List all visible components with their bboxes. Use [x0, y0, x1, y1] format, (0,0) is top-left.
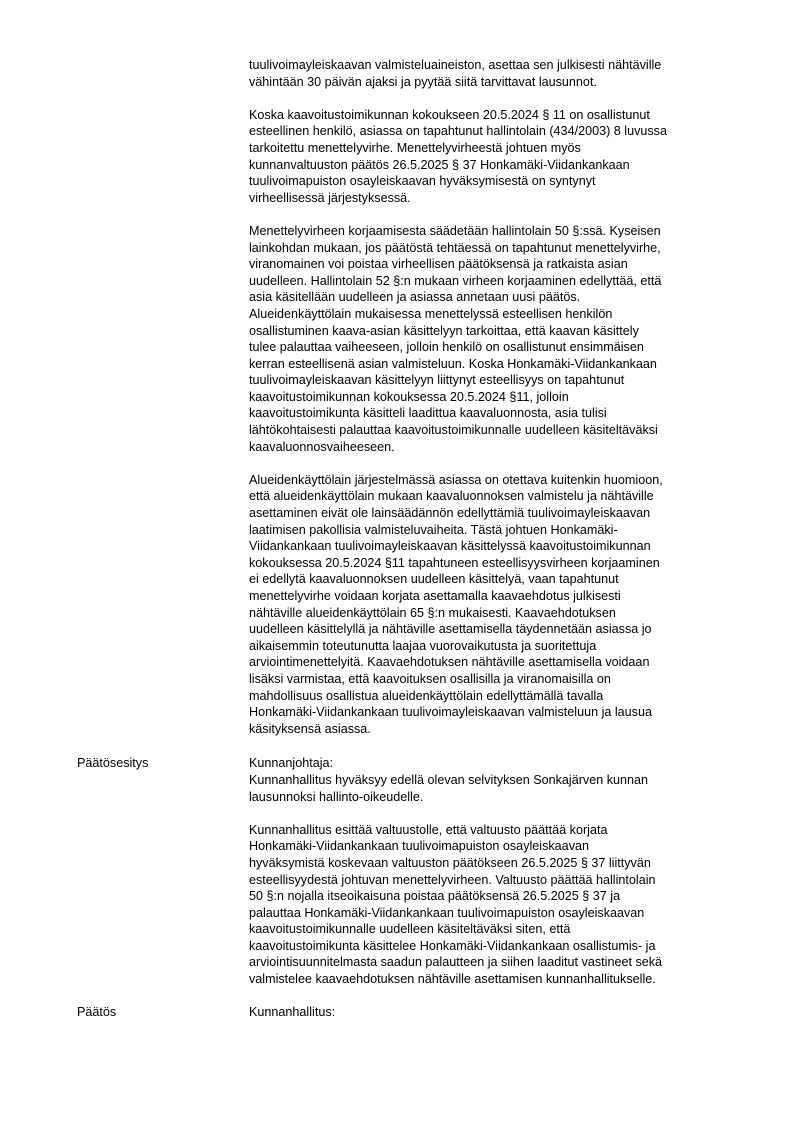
- text-line: Kunnanjohtaja:: [249, 756, 334, 771]
- text-line: Kunnanhallitus esittää valtuustolle, että valtuusto päättää korjata: [249, 822, 608, 837]
- text-line: ei edellytä kaavaluonnoksen uudelleen käsittelyä, vaan tapahtunut: [249, 572, 619, 587]
- text-line: asia käsitellään uudelleen ja asiassa annetaan uusi päätös.: [249, 290, 581, 305]
- text-line: kokouksessa 20.5.2024 §11 tapahtuneen esteellisyysvirheen korjaaminen: [249, 555, 660, 570]
- text-line: kaavaluonnosvaiheeseen.: [249, 439, 395, 454]
- paragraph: [249, 472, 749, 738]
- text-line: Honkamäki-Viidankankaan tuulivoimapuiston osayleiskaavan: [249, 839, 589, 854]
- text-line: menettelyvirhe voidaan korjata asettamalla kaavaehdotus julkisesti: [249, 589, 621, 603]
- text-line: että alueidenkäyttölain mukaan kaavaluonnoksen valmistelu ja nähtäville: [249, 489, 654, 504]
- paragraph: [249, 107, 749, 207]
- text-line: tuulivoimapuiston osayleiskaavan hyväksymisestä on syntynyt: [249, 174, 596, 189]
- text-line: Honkamäki-Viidankankaan tuulivoimayleiskaavan valmisteluun ja lausua: [249, 705, 652, 720]
- document-body: [77, 57, 749, 1037]
- text-line: osallistuminen kaava-asian käsittelyyn tarkoittaa, että kaavan käsittely: [249, 323, 639, 338]
- text-line: tulee palauttaa vaiheeseen, jolloin henkilö on osallistunut ensimmäisen: [249, 340, 644, 355]
- text-line: kaavoitustoimikunta käsittelee Honkamäki-Viidankankaan osallistumis- ja: [249, 938, 656, 953]
- text-line: aikaisemmin toteutunutta laajaa vuorovaikutusta ja suoritettuja: [249, 638, 597, 653]
- text-line: Menettelyvirheen korjaamisesta säädetään hallintolain 50 §:ssä. Kyseisen: [249, 223, 661, 238]
- paragraph: [249, 57, 749, 90]
- text-line: vähintään 30 päivän ajaksi ja pyytää siitä tarvittavat lausunnot.: [249, 74, 597, 89]
- text-line: Koska kaavoitustoimikunnan kokoukseen 20.5.2024 § 11 on osallistunut: [249, 107, 650, 122]
- text-line: kaavoitustoimikunnan kokouksessa 20.5.2024 §11, jolloin: [249, 389, 569, 404]
- decision-label: Päätös: [77, 1005, 117, 1020]
- text-line: mahdollisuus osallistua alueidenkäyttölain edellyttämällä tavalla: [249, 688, 604, 703]
- text-line: palauttaa Honkamäki-Viidankankaan tuulivoimapuiston osayleiskaavan: [249, 905, 645, 920]
- text-line: arviointimenettelyitä. Kaavaehdotuksen nähtäville asettamisella voidaan: [249, 655, 650, 670]
- text-line: viranomainen voi poistaa virheellisen päätöksensä ja ratkaista asian: [249, 257, 628, 272]
- text-line: nähtäville alueidenkäyttölain 65 §:n mukaisesti. Kaavaehdotuksen: [249, 605, 616, 620]
- text-line: uudelleen. Hallintolain 52 §:n mukaan virheen korjaaminen edellyttää, että: [249, 273, 662, 288]
- decision-proposal-label: Päätösesitys: [77, 756, 149, 771]
- text-line: käsityksensä asiassa.: [249, 721, 371, 736]
- text-line: tarkoitettu menettelyvirhe. Menettelyvirheestä johtuen myös: [249, 140, 581, 155]
- text-line: Kunnanhallitus:: [249, 1005, 336, 1020]
- text-line: asettaminen eivät ole lainsäädännön edellyttämiä tuulivoimayleiskaavan: [249, 506, 651, 521]
- paragraph: [249, 822, 749, 988]
- text-line: arviointisuunnitelmasta saadun palautteen ja siihen laaditut vastineet sekä: [249, 955, 663, 970]
- text-line: lausunnoksi hallinto-oikeudelle.: [249, 789, 424, 804]
- text-line: Alueidenkäyttölain järjestelmässä asiassa on otettava kuitenkin huomioon,: [249, 472, 663, 487]
- paragraph: [249, 1004, 749, 1021]
- text-line: hyväksymistä koskevaan valtuuston päätökseen 26.5.2025 § 37 liittyvän: [249, 855, 651, 870]
- text-line: laatimisen pakollisia valmisteluvaiheita. Tästä johtuen Honkamäki-: [249, 522, 618, 537]
- intro-section: [249, 57, 749, 737]
- paragraph: [249, 223, 749, 455]
- text-line: lainkohdan mukaan, jos päätöstä tehtäessä on tapahtunut menettelyvirhe,: [249, 240, 661, 255]
- text-line: virheellisessä järjestyksessä.: [249, 190, 411, 205]
- paragraph: [249, 755, 749, 805]
- decision-body: [249, 1004, 749, 1021]
- decision-proposal-body: [249, 755, 749, 987]
- text-line: tuulivoimayleiskaavan käsittelyyn liittynyt esteellisyys on tapahtunut: [249, 373, 625, 388]
- text-line: esteellinen henkilö, asiassa on tapahtunut hallintolain (434/2003) 8 luvussa: [249, 124, 667, 139]
- text-line: kaavoitustoimikunta käsitteli laadittua kaavaluonnosta, asia tulisi: [249, 406, 607, 421]
- text-line: kaavoitustoimikunnalle uudelleen käsiteltäväksi siten, että: [249, 922, 571, 937]
- text-line: Kunnanhallitus hyväksyy edellä olevan selvityksen Sonkajärven kunnan: [249, 772, 649, 787]
- text-line: lisäksi varmistaa, että kaavoituksen osallisilla ja viranomaisilla on: [249, 671, 611, 686]
- text-line: lähtökohtaisesti palauttaa kaavoitustoimikunnalle uudelleen käsiteltäväksi: [249, 423, 658, 438]
- text-line: kerran esteellisenä asian valmisteluun. Koska Honkamäki-Viidankankaan: [249, 356, 657, 371]
- text-line: uudelleen käsittelyllä ja nähtäville asettamisella täydennetään asiassa jo: [249, 622, 652, 637]
- text-line: Viidankankaan tuulivoimayleiskaavan käsittelyssä kaavoitustoimikunnan: [249, 539, 651, 554]
- text-line: 50 §:n nojalla itseoikaisuna poistaa päätöksensä 26.5.2025 § 37 ja: [249, 889, 621, 904]
- text-line: esteellisyydestä johtuvan menettelyvirheen. Valtuusto päättää hallintolain: [249, 872, 656, 887]
- decision-proposal-section: [77, 755, 749, 987]
- text-line: valmistelee kaavaehdotuksen nähtäville asettamisen kunnanhallitukselle.: [249, 972, 656, 987]
- decision-section: [77, 1004, 749, 1021]
- text-line: tuulivoimayleiskaavan valmisteluaineiston, asettaa sen julkisesti nähtäville: [249, 58, 662, 72]
- text-line: Alueidenkäyttölain mukaisessa menettelyssä esteellisen henkilön: [249, 306, 613, 321]
- text-line: kunnanvaltuuston päätös 26.5.2025 § 37 Honkamäki-Viidankankaan: [249, 157, 630, 172]
